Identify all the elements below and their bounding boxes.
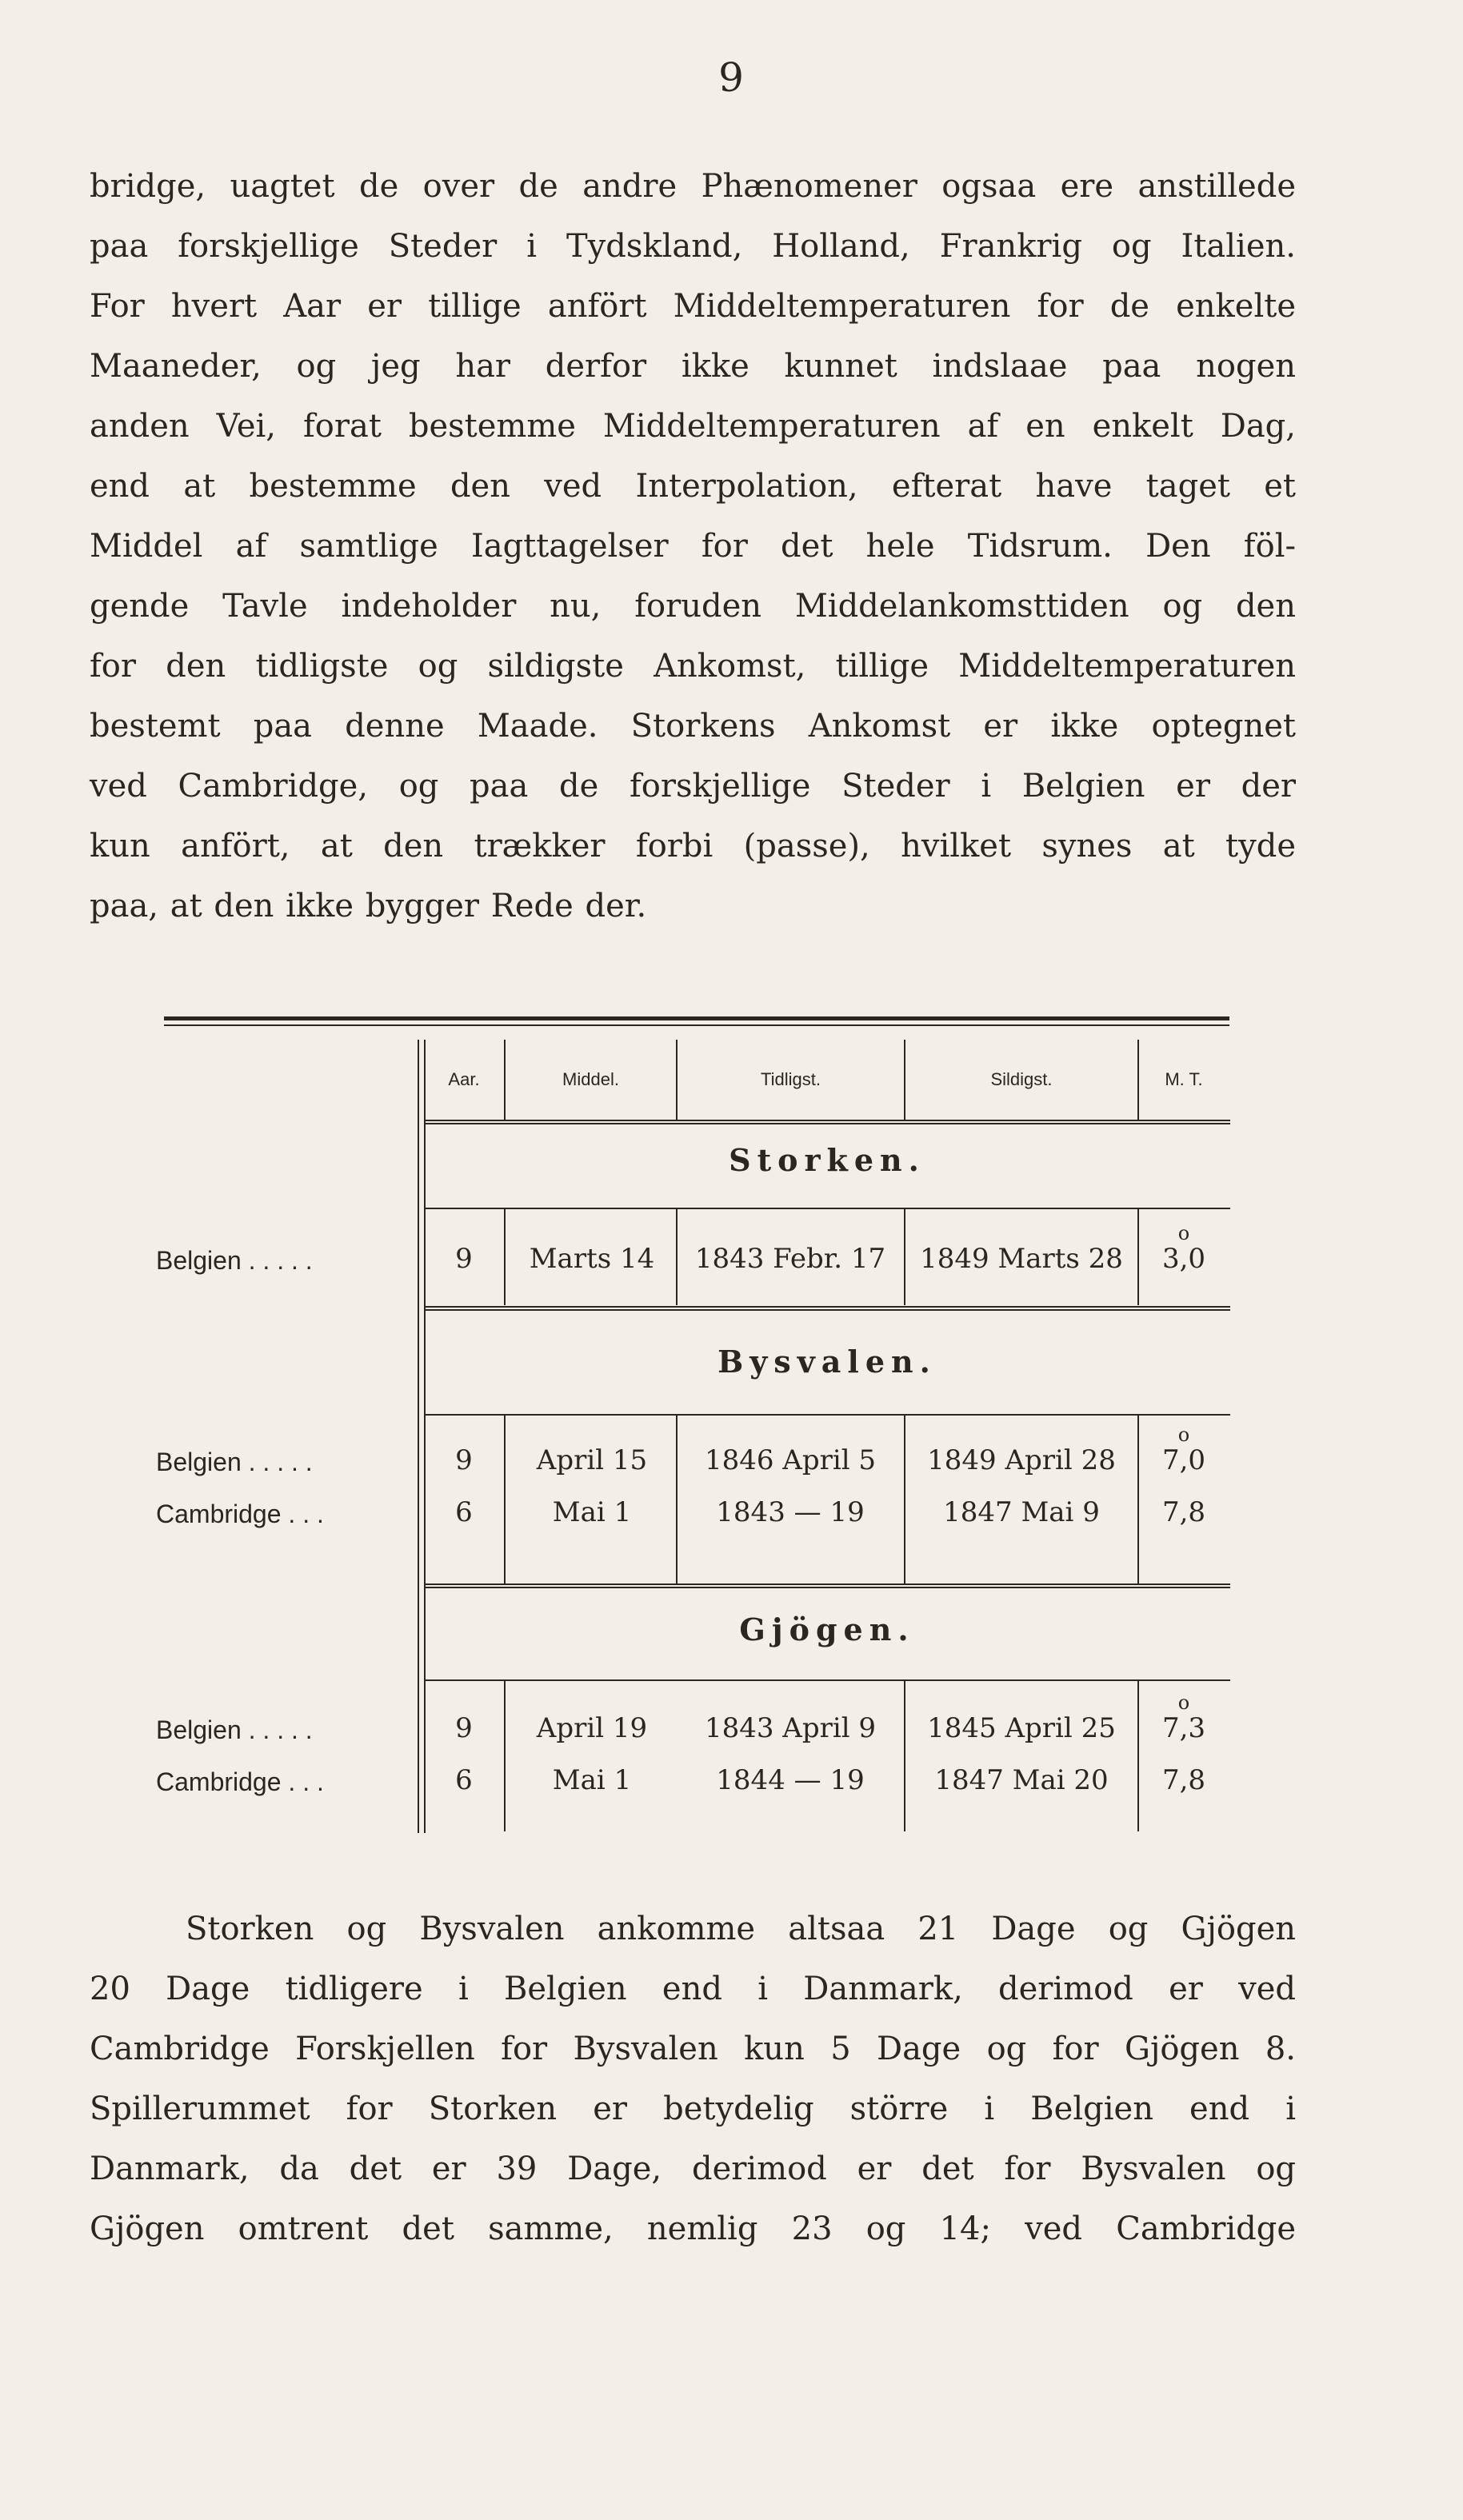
cell-sildigst: 1847 Mai 9 <box>943 1496 1100 1528</box>
header-mt: M. T. <box>1165 1069 1203 1089</box>
cell-middel: April 19 <box>536 1712 648 1744</box>
table-divider <box>504 1416 506 1583</box>
text-line: end at bestemme den ved Interpolation, efterat have taget et <box>90 468 1296 505</box>
text-line: Spillerummet for Storken er betydelig större i Belgien end i <box>90 2091 1296 2127</box>
table-divider <box>504 1679 506 1831</box>
text-line: bestemt paa denne Maade. Storkens Ankomst er ikke optegnet <box>90 708 1296 745</box>
header-aar: Aar. <box>448 1069 480 1089</box>
table-top-rule <box>164 1016 1229 1020</box>
cell-tidligst: 1843 — 19 <box>716 1496 865 1528</box>
text-line: Middel af samtlige Iagttagelser for det hele Tidsrum. Den föl- <box>90 528 1296 565</box>
page-number: 9 <box>718 54 745 101</box>
text-line: kun anfört, at den trækker forbi (passe), hvilket synes at tyde <box>90 828 1296 865</box>
header-sildigst: Sildigst. <box>990 1069 1053 1089</box>
row-place: Cambridge . . . <box>156 1767 324 1796</box>
section-rule <box>424 1414 1230 1416</box>
mt-value: o 7,3 <box>1162 1712 1205 1744</box>
mt-value: o 3,0 <box>1162 1243 1205 1275</box>
cell-aar: 6 <box>455 1764 473 1796</box>
text-line: Maaneder, og jeg har derfor ikke kunnet indslaae paa nogen <box>90 348 1296 385</box>
text-line: for den tidligste og sildigste Ankomst, tillige Middeltemperaturen <box>90 648 1296 685</box>
header-rule <box>424 1120 1230 1124</box>
text-line: 20 Dage tidligere i Belgien end i Danmark, derimod er ved <box>90 1971 1296 2007</box>
cell-mt: 7,8 <box>1161 1496 1206 1528</box>
cell-middel: Mai 1 <box>552 1496 632 1528</box>
text-line: Gjögen omtrent det samme, nemlig 23 og 14; ved Cambridge <box>90 2210 1296 2247</box>
cell-aar: 6 <box>455 1496 473 1528</box>
text-line: Cambridge Forskjellen for Bysvalen kun 5 Dage og for Gjögen 8. <box>90 2031 1296 2067</box>
cell-middel: April 15 <box>536 1444 648 1476</box>
section-rule <box>424 1583 1230 1588</box>
header-middel: Middel. <box>562 1069 619 1089</box>
paragraph-1 <box>90 157 1296 937</box>
table-divider <box>676 1209 678 1305</box>
cell-tidligst: 1843 April 9 <box>704 1712 877 1744</box>
cell-aar: 9 <box>455 1444 473 1476</box>
cell-middel: Marts 14 <box>529 1243 655 1275</box>
cell-aar: 9 <box>455 1243 473 1275</box>
section-title-bysvalen: Bysvalen. <box>718 1344 937 1380</box>
section-title-storken: Storken. <box>729 1142 925 1178</box>
text-line: paa, at den ikke bygger Rede der. <box>90 888 647 925</box>
section-rule <box>424 1208 1230 1209</box>
text-line: For hvert Aar er tillige anfört Middeltemperaturen for de enkelte <box>90 288 1296 325</box>
table-divider <box>418 1040 419 1833</box>
cell-tidligst: 1846 April 5 <box>704 1444 877 1476</box>
row-place: Belgien . . . . . <box>156 1246 313 1275</box>
cell-sildigst: 1845 April 25 <box>927 1712 1116 1744</box>
table-top-rule-thin <box>164 1024 1229 1026</box>
cell-sildigst: 1849 April 28 <box>927 1444 1116 1476</box>
table-divider <box>1137 1416 1139 1583</box>
cell-sildigst: 1849 Marts 28 <box>920 1243 1123 1275</box>
row-place: Belgien . . . . . <box>156 1448 313 1476</box>
section-rule <box>424 1306 1230 1311</box>
row-place: Belgien . . . . . <box>156 1715 313 1744</box>
cell-mt <box>1140 1712 1228 1744</box>
cell-mt <box>1140 1444 1228 1476</box>
text-line: gende Tavle indeholder nu, foruden Middelankomsttiden og den <box>90 588 1296 625</box>
table-divider <box>1137 1679 1139 1831</box>
mt-value: o 7,0 <box>1162 1444 1205 1476</box>
cell-aar: 9 <box>455 1712 473 1744</box>
text-line: bridge, uagtet de over de andre Phænomener ogsaa ere anstillede <box>90 168 1296 205</box>
cell-tidligst: 1844 — 19 <box>716 1764 865 1796</box>
paragraph-2 <box>90 1899 1296 2259</box>
text-line: anden Vei, forat bestemme Middeltemperaturen af en enkelt Dag, <box>90 408 1296 445</box>
text-line: Danmark, da det er 39 Dage, derimod er det for Bysvalen og <box>90 2151 1296 2187</box>
cell-middel: Mai 1 <box>552 1764 632 1796</box>
section-rule <box>424 1679 1230 1681</box>
text-line: paa forskjellige Steder i Tydskland, Holland, Frankrig og Italien. <box>90 228 1296 265</box>
cell-mt: 7,8 <box>1161 1764 1206 1796</box>
table-divider <box>504 1209 506 1305</box>
text-line: Storken og Bysvalen ankomme altsaa 21 Dage og Gjögen <box>186 1911 1296 1947</box>
cell-sildigst: 1847 Mai 20 <box>934 1764 1109 1796</box>
table-divider <box>904 1679 905 1831</box>
cell-mt <box>1140 1243 1228 1275</box>
header-tidligst: Tidligst. <box>761 1069 821 1089</box>
cell-tidligst: 1843 Febr. 17 <box>694 1243 886 1275</box>
table-divider <box>1137 1209 1139 1305</box>
text-line: ved Cambridge, og paa de forskjellige Steder i Belgien er der <box>90 768 1296 805</box>
table-divider <box>676 1416 678 1583</box>
row-place: Cambridge . . . <box>156 1500 324 1528</box>
section-title-gjogen: Gjögen. <box>739 1611 915 1647</box>
